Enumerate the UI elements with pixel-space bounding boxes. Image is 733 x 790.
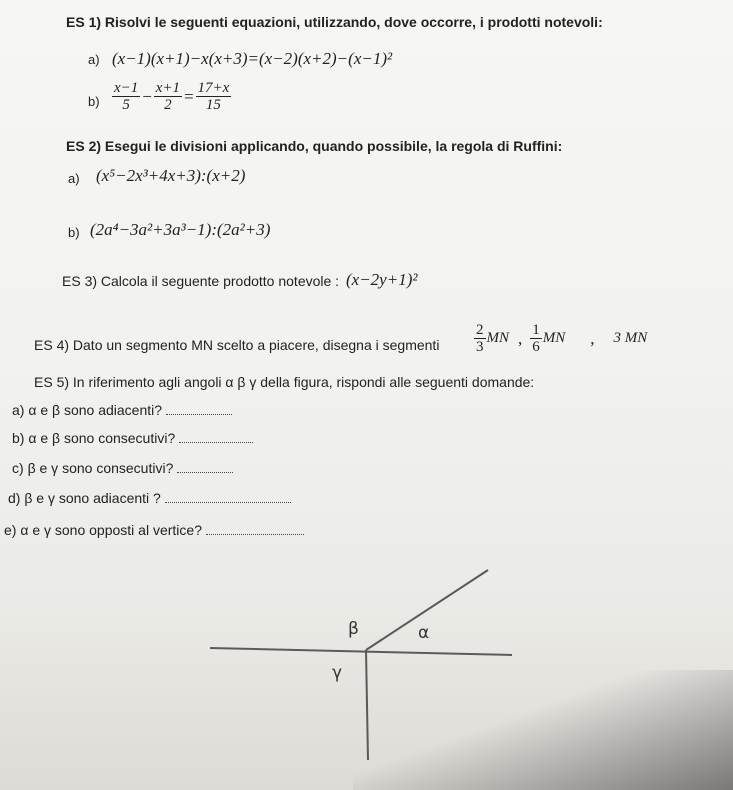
- es4-f1-den: 3: [476, 339, 484, 355]
- es1-b-f1-num: x−1: [114, 80, 139, 96]
- es1-heading: ES 1) Risolvi le seguenti equazioni, utilizzando, dove occorre, i prodotti notevoli:: [66, 14, 603, 30]
- es4-f2-den: 6: [532, 339, 540, 355]
- alpha-label: α: [418, 623, 430, 643]
- es4-comma-1: ,: [518, 328, 523, 348]
- es4-comma-2: ,: [590, 328, 595, 348]
- es1-b-f2-num: x+1: [155, 80, 181, 96]
- es1-b-f1-den: 5: [122, 97, 130, 113]
- es4-text: ES 4) Dato un segmento MN scelto a piacere, disegna i segmenti: [34, 337, 440, 353]
- es4-f2-tail: MN: [542, 330, 566, 346]
- horizontal-line: [210, 648, 512, 655]
- es5-q-e-label: e): [4, 522, 17, 538]
- es2-a-division: (x⁵−2x³+4x+3):(x+2): [96, 166, 246, 185]
- es3-expression: (x−2y+1)²: [346, 270, 418, 289]
- es5-q-d-label: d): [8, 490, 21, 506]
- es3-text: ES 3) Calcola il seguente prodotto notevole :: [62, 273, 340, 289]
- es5-q-b-text: α e β sono consecutivi?: [28, 430, 176, 446]
- es2-a-label: a): [68, 171, 80, 186]
- es4-3mn: 3 MN: [613, 330, 648, 346]
- es5-q-b-label: b): [12, 430, 25, 446]
- es4-f1-tail: MN: [486, 330, 509, 346]
- es1-b-equals: =: [183, 86, 195, 106]
- es1-b-f3-num: 17+x: [197, 80, 230, 96]
- es5-q-a-label: a): [12, 402, 25, 418]
- gamma-label: γ: [332, 663, 343, 683]
- es4-f1-num: 2: [476, 322, 484, 338]
- es2-b-division: (2a⁴−3a²+3a³−1):(2a²+3): [90, 220, 271, 239]
- es2-heading: ES 2) Esegui le divisioni applicando, quando possibile, la regola di Ruffini:: [66, 138, 563, 154]
- es1-a-equation: (x−1)(x+1)−x(x+3)=(x−2)(x+2)−(x−1)²: [112, 49, 393, 68]
- es5-q-c-label: c): [12, 460, 24, 476]
- es1-b-minus: −: [141, 86, 153, 106]
- es5-q-e-text: α e γ sono opposti al vertice?: [20, 522, 202, 538]
- es4-f2-num: 1: [532, 322, 540, 338]
- vertical-ray: [366, 650, 368, 760]
- es5-q-a-text: α e β sono adiacenti?: [28, 402, 163, 418]
- es1-b-f3-den: 15: [205, 97, 221, 113]
- es1-b-label: b): [88, 94, 100, 109]
- es1-b-f2-den: 2: [164, 97, 172, 113]
- es5-heading: ES 5) In riferimento agli angoli α β γ della figura, rispondi alle seguenti domande:: [34, 374, 535, 390]
- es1-a-label: a): [88, 52, 100, 67]
- es2-b-label: b): [68, 225, 80, 240]
- es5-q-c-text: β e γ sono consecutivi?: [27, 460, 174, 476]
- beta-label: β: [348, 619, 359, 639]
- es5-q-d-text: β e γ sono adiacenti ?: [24, 490, 161, 506]
